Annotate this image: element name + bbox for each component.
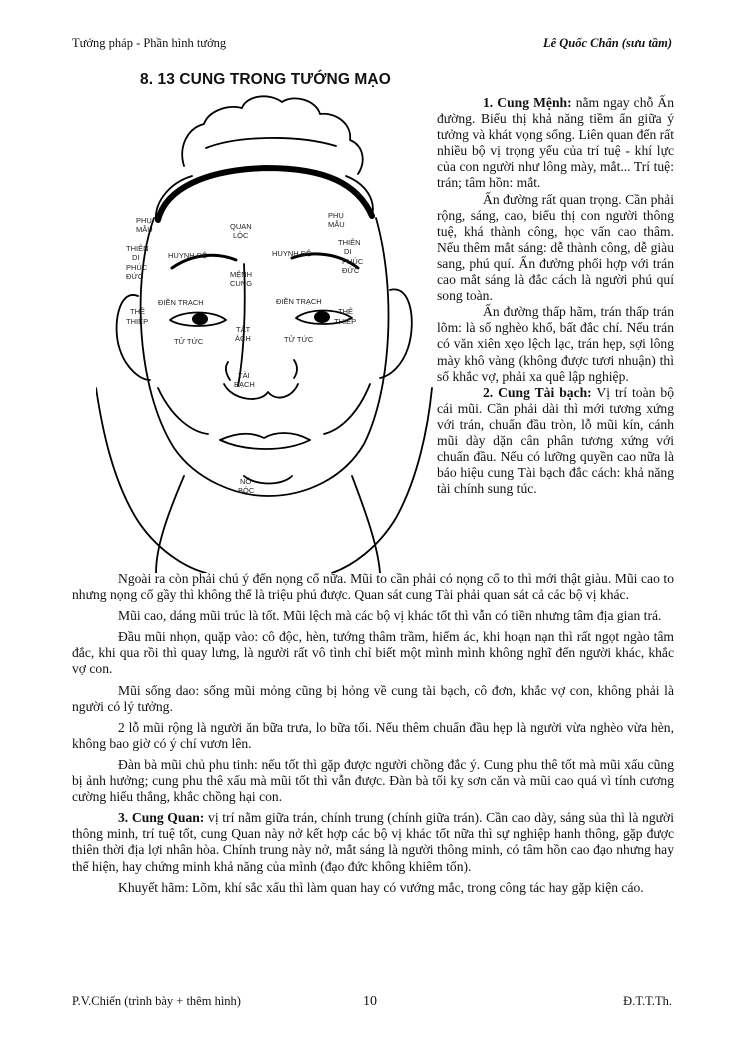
paragraph-cung-quan [72, 810, 674, 874]
label-phu-mau-left: PHỤ [136, 216, 152, 225]
label-tai-bach: TÀI [238, 371, 250, 380]
paragraph-an-duong-2: Ấn đường thấp hãm, trán thấp trán lõm: là số nghèo khổ, bất đắc chí. Nếu trán có văn xiên xẹo lệch lạc, trán hẹp, sợi lông mày khô vàng (không được tươi nhuận) thì số khắc vợ, phải xa quê lập nghiệp. [437, 304, 674, 384]
page-number: 10 [363, 994, 377, 1009]
label-phu-mau-right: PHỤ [328, 211, 344, 220]
page-footer [72, 994, 672, 1014]
label-huynh-de-left: HUYNH ĐỆ [168, 251, 208, 260]
paragraph-cung-menh [437, 95, 674, 192]
label-thien-di-right: THIÊN [338, 238, 361, 247]
paragraph-body-2: Mũi cao, dáng mũi trúc là tốt. Mũi lệch mà các bộ vị khác tốt thì vẫn có tiền nhưng tâm địa gian trá. [118, 608, 662, 624]
label-menh-cung: MỆNH [230, 270, 253, 279]
text-cung-tai-bach: Vị trí toàn bộ cái mũi. Cần phải dài thì mới tương xứng với trán, chuẩn đầu tròn, lỗ mũi kín, cánh mũi dày dặn cân phân tương xứng với chuẩn đầu. Nếu có lưỡng quyền cao nữa là báo hiệu cung Tài bạch đắc cách: khả năng tài chính sung túc. [437, 384, 674, 497]
footer-left: P.V.Chiến (trình bày + thêm hình) [72, 994, 241, 1008]
main-body [72, 571, 674, 901]
label-thien-di-left-2: DI [132, 253, 140, 262]
label-tat-ach: TẬT [236, 325, 251, 334]
paragraph-cung-tai-bach [437, 385, 674, 498]
paragraph-body-5: 2 lỗ mũi rộng là người ăn bữa trưa, lo bữa tối. Nếu thêm chuẩn đầu hẹp là người vừa nghèo vừa hèn, không bao giờ có ý chí vươn lên. [72, 719, 674, 751]
label-dien-trach-left: ĐIỀN TRẠCH [158, 298, 204, 307]
label-phuc-duc-left-2: ĐỨC [126, 272, 144, 281]
label-phu-mau-right-2: MẪU [328, 220, 345, 229]
header-right: Lê Quốc Chân (sưu tầm) [542, 36, 672, 50]
face-illustration [96, 88, 436, 573]
paragraph-body-6: Đàn bà mũi chủ phu tinh: nếu tốt thì gặp được người chồng đắc ý. Cung phu thê tốt mà mũi xấu cũng bị ảnh hưởng; cung phu thê xấu mà mũi tốt thì vẫn được. Đàn bà tối kỵ sơn căn và mũi cao quá vì tính cương cường hiếu thắng, khắc chồng hại con. [72, 756, 674, 805]
section-title: 8. 13 CUNG TRONG TƯỚNG MẠO [140, 71, 391, 88]
label-tu-tuc-right: TỬ TỨC [284, 335, 314, 344]
label-tat-ach-2: ÁCH [235, 334, 251, 343]
label-no-boc: NÔ [240, 477, 252, 486]
paragraph-body-1: Ngoài ra còn phải chú ý đến nọng cổ nữa. Mũi to cần phải có nọng cổ to thì mới thật giàu. Mũi cao to nhưng nọng cổ gầy thì không thể là triệu phú được. Quan sát cung Tài phải quan sát cả các bộ vị khác. [72, 571, 674, 603]
label-phuc-duc-left: PHÚC [126, 263, 148, 272]
paragraph-body-8: Khuyết hãm: Lõm, khí sắc xấu thì làm quan hay có vướng mắc, trong công tác hay gặp kiện cáo. [118, 879, 644, 895]
label-phuc-duc-right-2: ĐỨC [342, 266, 360, 275]
label-no-boc-2: BỘC [238, 486, 255, 495]
face-diagram [96, 88, 436, 573]
label-tu-tuc-left: TỬ TỨC [174, 337, 204, 346]
heading-cung-menh: 1. Cung Mệnh: [483, 95, 572, 110]
label-menh-cung-2: CUNG [230, 279, 253, 288]
side-column [437, 95, 674, 497]
label-dien-trach-right: ĐIỀN TRẠCH [276, 297, 322, 306]
label-the-thiep-left: THÊ [130, 307, 145, 316]
label-huynh-de-right: HUYNH ĐỆ [272, 249, 312, 258]
header-left: Tướng pháp - Phần hình tướng [72, 36, 227, 50]
label-the-thiep-right: THÊ [338, 307, 353, 316]
paragraph-an-duong-1: Ấn đường rất quan trọng. Cần phải rộng, sáng, cao, biểu thị con người thông tuệ, khá thành công, học vấn cao thâm. Nếu thêm mắt sáng: dễ thành công, dễ giàu sang, phú quí. Ấn đường phối hợp với trán cao mắt sáng là đắc cách là người phú quí song toàn. [437, 191, 674, 304]
label-tai-bach-2: BẠCH [234, 380, 255, 389]
label-quan-loc-2: LỘC [233, 231, 249, 240]
paragraph-body-4: Mũi sống dao: sống mũi mỏng cũng bị hỏng về cung tài bạch, cô đơn, khắc vợ con, không phải là người có lý tưởng. [72, 682, 674, 714]
heading-cung-tai-bach: 2. Cung Tài bạch: [483, 384, 592, 400]
heading-cung-quan: 3. Cung Quan: [118, 810, 205, 826]
page-header [72, 36, 672, 54]
label-the-thiep-left-2: THIẾP [126, 317, 149, 326]
text-cung-quan: vị trí nằm giữa trán, chính trung (chính giữa trán). Cần cao dày, sáng sủa thì là người thông minh, trí tuệ tốt, cung Quan này nở kết hợp các bộ vị khác tốt nữa thì sự nghiệp hanh thông, gặp được thiên thời địa lợi nhân hòa. Chính trung này nở, mắt sáng là người thông minh, có tâm hồn cao đạo nhưng hay thể hiện, hay chứng minh khả năng của mình (đạo đức không khiêm tốn). [72, 810, 674, 874]
paragraph-body-3: Đầu mũi nhọn, quặp vào: cô độc, hèn, tướng thâm trầm, hiểm ác, khi hoạn nạn thì rất ngọt ngào tâm đắc, khi qua rồi thì quay lưng, là người rất vô tình chỉ biết một mình mình không nghĩ đến người khác, khắc vợ con. [72, 629, 674, 677]
label-thien-di-right-2: DI [344, 247, 352, 256]
footer-right: Đ.T.T.Th. [623, 994, 672, 1008]
label-phuc-duc-right: PHÚC [342, 257, 364, 266]
label-the-thiep-right-2: THIẾP [334, 317, 357, 326]
text-cung-menh: nằm ngay chỗ Ấn đường. Biểu thị khả năng tiềm ẩn giữa ý tưởng và khát vọng sống. Liên quan đến rất nhiều bộ vị trọng yếu của trí tuệ - khí lực của con người như lông mày, mắt... Trí tuệ: trán; tâm hồn: mắt. [437, 95, 674, 191]
label-phu-mau-left-2: MẪU [136, 225, 153, 234]
label-quan-loc: QUAN [230, 222, 252, 231]
label-thien-di-left: THIÊN [126, 244, 149, 253]
